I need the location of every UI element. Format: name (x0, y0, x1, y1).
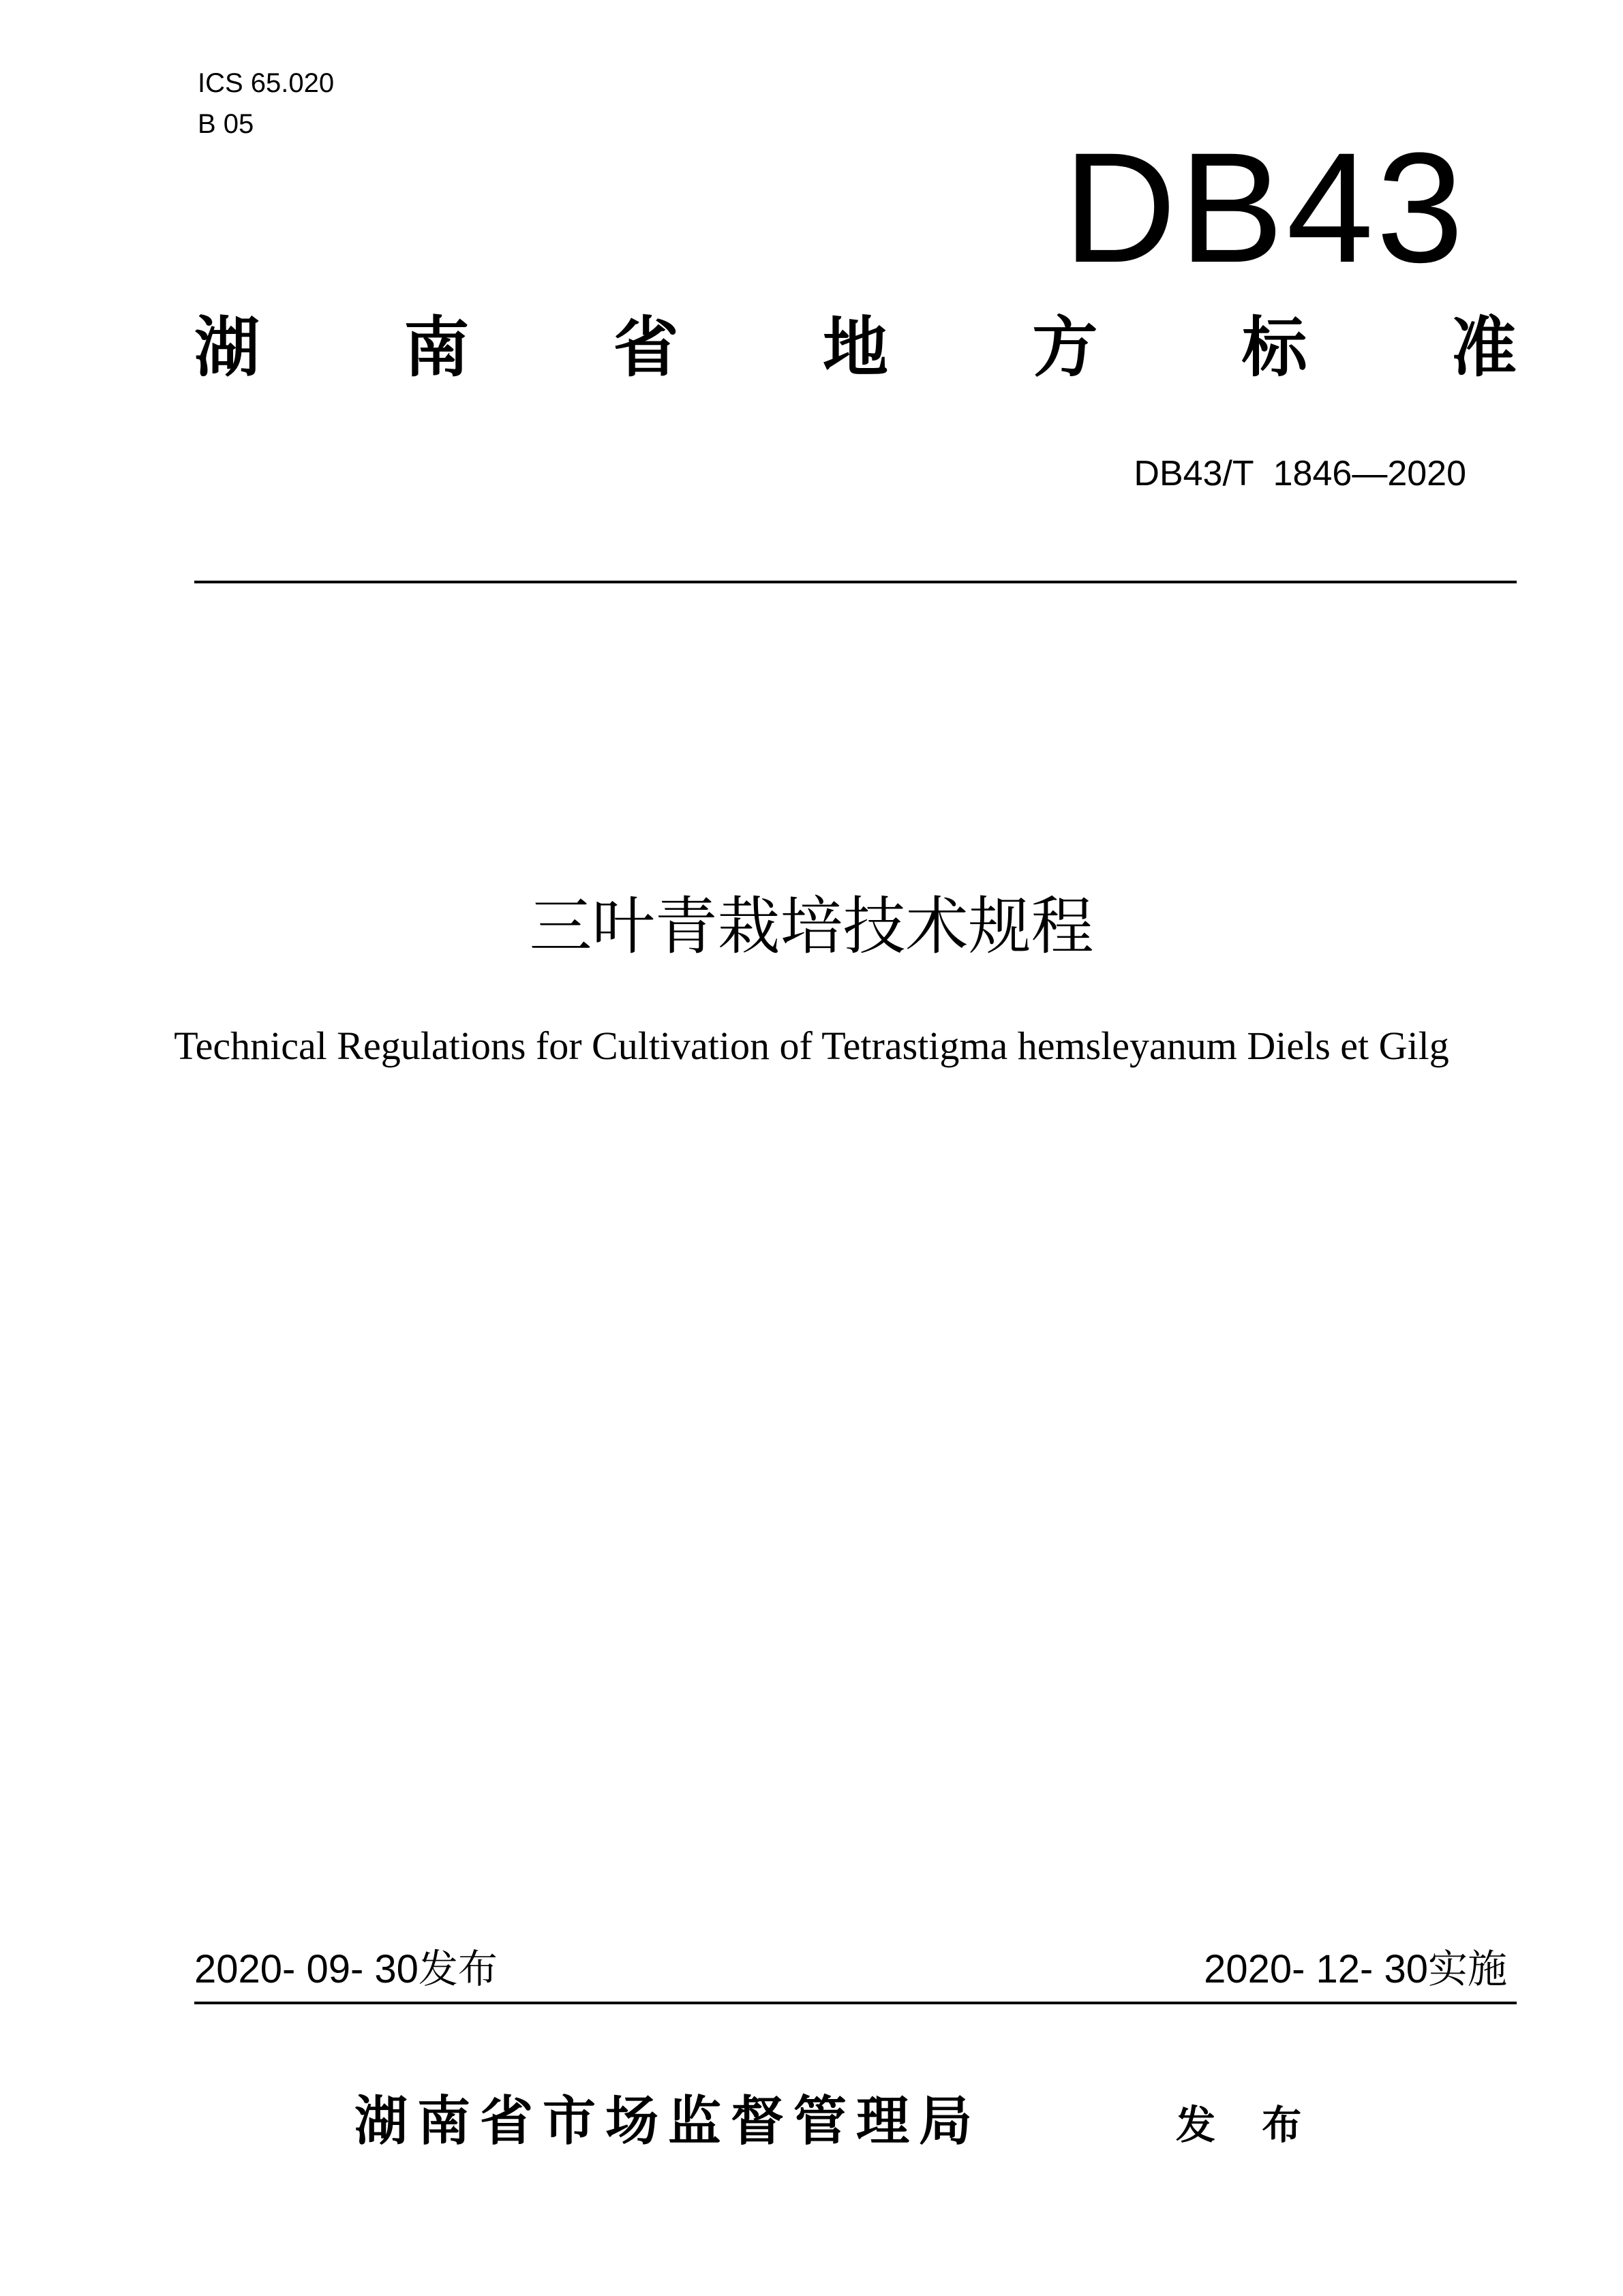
title-chinese: 三叶青栽培技术规程 (529, 890, 1094, 963)
standard-number: DB43/T 1846—2020 (1134, 454, 1466, 493)
standard-type-heading (194, 310, 1517, 385)
standard-type-char: 准 (1451, 309, 1517, 386)
header-divider (194, 581, 1517, 583)
ccs-code: B 05 (198, 109, 254, 139)
title-english: Technical Regulations for Cultivation of Tetrastigma hemsleyanum Diels et Gilg (174, 1024, 1449, 1068)
ics-code: ICS 65.020 (198, 68, 335, 98)
standard-type-char: 地 (822, 309, 888, 386)
standard-type-char: 湖 (194, 309, 260, 386)
issuing-authority: 湖南省市场监督管理局 (354, 2091, 982, 2152)
standard-mark: DB43 (1063, 120, 1466, 295)
standard-type-char: 省 (613, 309, 679, 386)
standard-type-char: 标 (1241, 309, 1307, 386)
issue-date: 2020- 09- 30发布 (194, 1947, 498, 1991)
footer-divider (194, 2002, 1517, 2004)
issue-label: 发 布 (1176, 2102, 1318, 2148)
implementation-date: 2020- 12- 30实施 (1204, 1947, 1507, 1991)
standard-type-char: 南 (404, 309, 470, 386)
standard-type-char: 方 (1032, 309, 1098, 386)
